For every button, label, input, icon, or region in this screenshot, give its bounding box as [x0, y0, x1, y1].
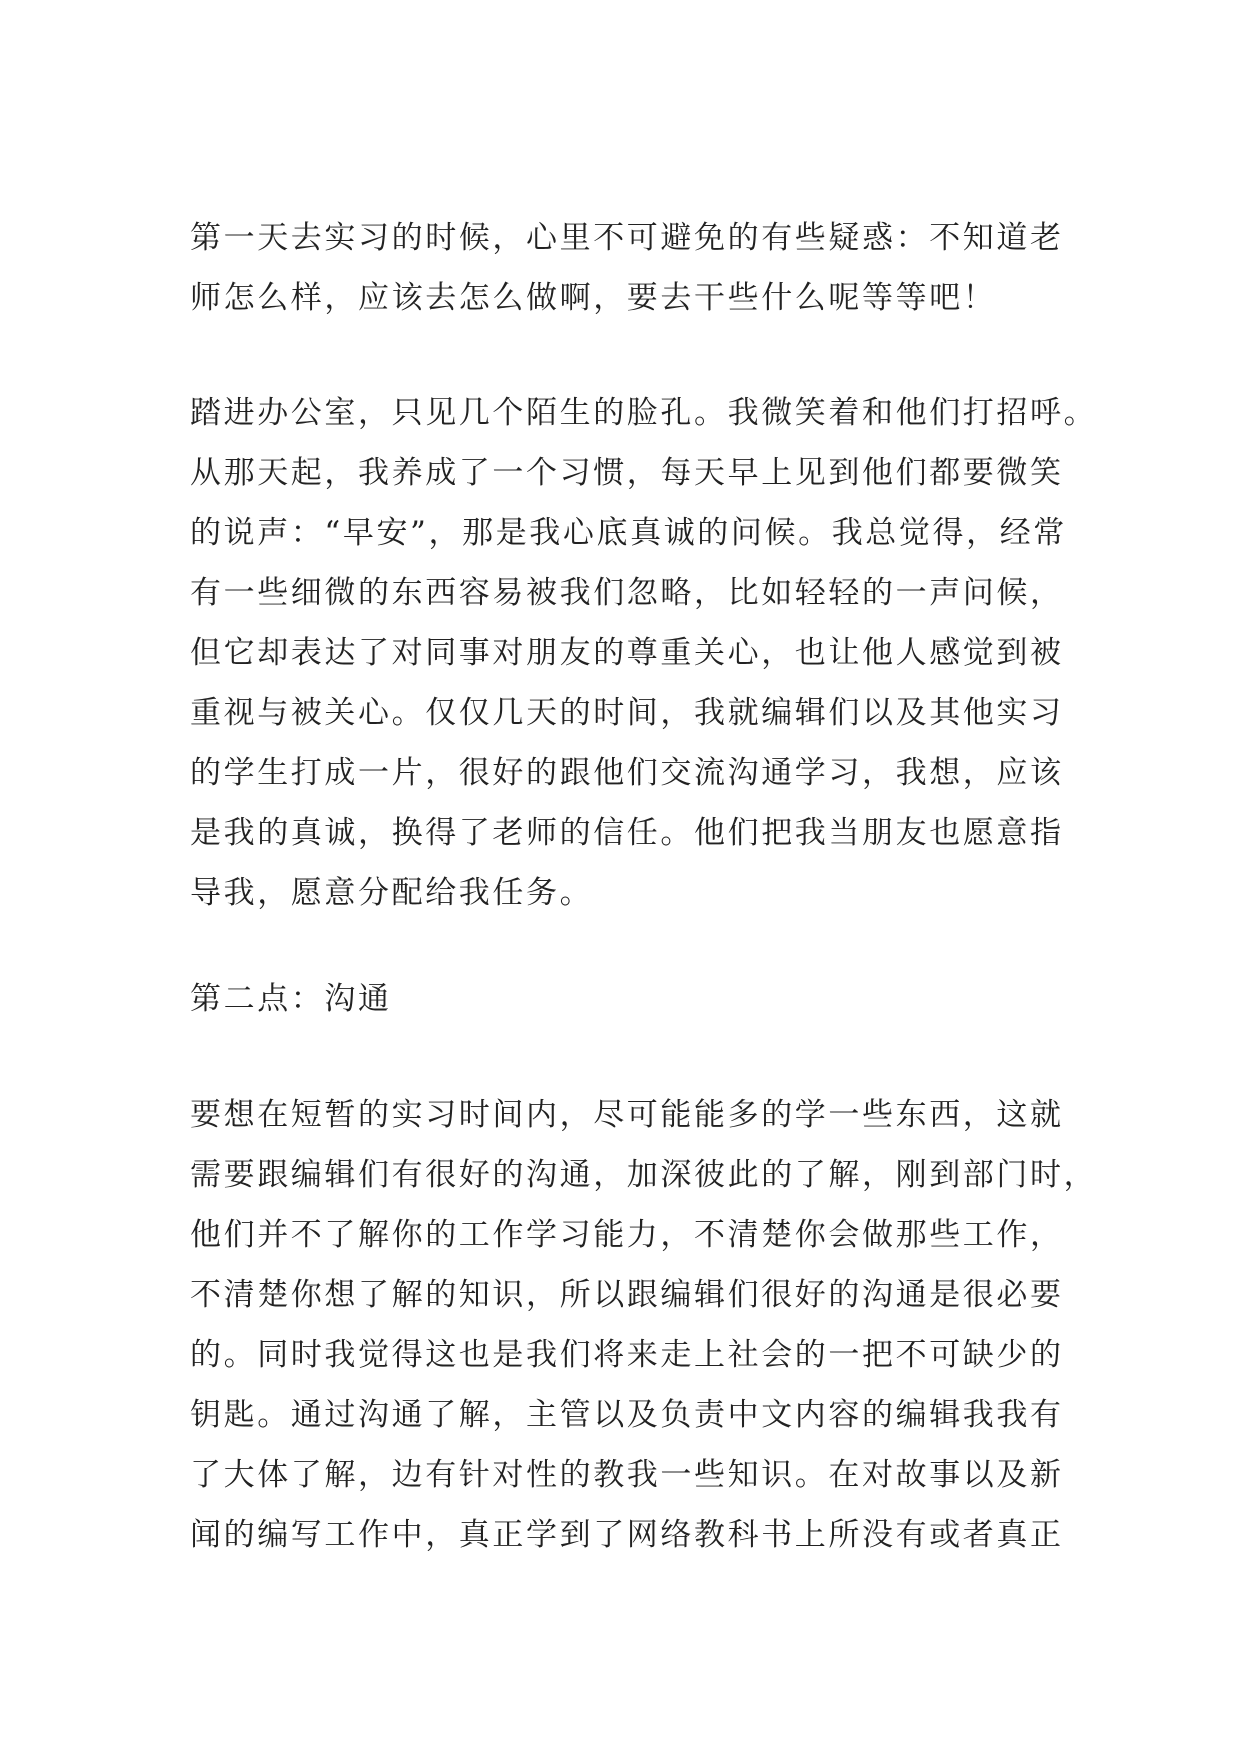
text-line: 他们并不了解你的工作学习能力，不清楚你会做那些工作，: [190, 1217, 1064, 1253]
paragraph-communication: [190, 1085, 1098, 1565]
text-line: 是我的真诚，换得了老师的信任。他们把我当朋友也愿意指: [190, 815, 1064, 851]
text-line: 的。同时我觉得这也是我们将来走上社会的一把不可缺少的: [190, 1337, 1064, 1373]
text-line: 师怎么样，应该去怎么做啊，要去干些什么呢等等吧！: [190, 280, 997, 316]
text-line: 踏进办公室，只见几个陌生的脸孔。我微笑着和他们打招呼。: [190, 395, 1098, 431]
text-line: 第一天去实习的时候，心里不可避免的有些疑惑：不知道老: [190, 220, 1064, 256]
paragraph-first-day: [190, 208, 1070, 328]
text-line: 有一些细微的东西容易被我们忽略，比如轻轻的一声问候，: [190, 575, 1064, 611]
text-line: 不清楚你想了解的知识，所以跟编辑们很好的沟通是很必要: [190, 1277, 1064, 1313]
text-line: 钥匙。通过沟通了解，主管以及负责中文内容的编辑我我有: [190, 1397, 1064, 1433]
section-heading: 第二点：沟通: [190, 981, 392, 1017]
paragraph-office: [190, 383, 1098, 923]
text-line: 从那天起，我养成了一个习惯，每天早上见到他们都要微笑: [190, 455, 1064, 491]
text-line: 了大体了解，边有针对性的教我一些知识。在对故事以及新: [190, 1457, 1064, 1493]
text-line: 需要跟编辑们有很好的沟通，加深彼此的了解，刚到部门时，: [190, 1157, 1098, 1193]
text-line: 的说声：“早安”，那是我心底真诚的问候。我总觉得，经常: [190, 515, 1067, 551]
text-line: 的学生打成一片，很好的跟他们交流沟通学习，我想，应该: [190, 755, 1064, 791]
text-line: 但它却表达了对同事对朋友的尊重关心，也让他人感觉到被: [190, 635, 1064, 671]
text-line: 导我，愿意分配给我任务。: [190, 875, 594, 911]
text-line: 闻的编写工作中，真正学到了网络教科书上所没有或者真正: [190, 1517, 1064, 1553]
section-heading-communication: [190, 969, 1070, 1029]
text-line: 要想在短暂的实习时间内，尽可能能多的学一些东西，这就: [190, 1097, 1064, 1133]
text-line: 重视与被关心。仅仅几天的时间，我就编辑们以及其他实习: [190, 695, 1064, 731]
